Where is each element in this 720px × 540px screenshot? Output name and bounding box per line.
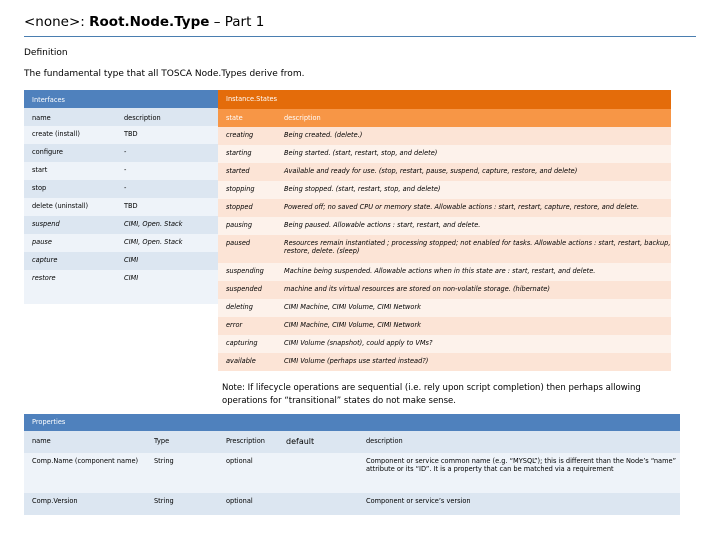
table-row xyxy=(218,235,671,263)
interface-name: delete (uninstall) xyxy=(24,198,116,216)
interface-description: CIMI xyxy=(116,270,220,288)
table-row xyxy=(218,145,671,163)
table-row xyxy=(24,126,220,144)
state-name: creating xyxy=(218,127,276,145)
property-type: String xyxy=(146,493,218,515)
table-row xyxy=(218,127,671,145)
interface-name: start xyxy=(24,162,116,180)
table-row xyxy=(218,181,671,199)
props-col-prescription: Prescription xyxy=(218,431,278,453)
table-row xyxy=(24,162,220,180)
instance-states-table xyxy=(218,90,671,371)
interfaces-title: Interfaces xyxy=(24,90,220,108)
interface-description: - xyxy=(116,180,220,198)
state-name: available xyxy=(218,353,276,371)
interface-name: capture xyxy=(24,252,116,270)
table-row xyxy=(24,493,680,515)
table-row-empty xyxy=(24,288,220,304)
state-description: machine and its virtual resources are stored on non-volatile storage. (hibernate) xyxy=(276,281,671,299)
state-name: deleting xyxy=(218,299,276,317)
table-row xyxy=(218,353,671,371)
state-name: suspending xyxy=(218,263,276,281)
property-default xyxy=(278,453,358,493)
state-description: Available and ready for use. (stop, restart, pause, suspend, capture, restore, and delete) xyxy=(276,163,671,181)
state-description: CIMI Volume (snapshot), could apply to VMs? xyxy=(276,335,671,353)
table-row xyxy=(24,252,220,270)
empty-cell xyxy=(24,288,116,304)
interfaces-col-description: description xyxy=(116,108,220,126)
state-name: stopped xyxy=(218,199,276,217)
props-col-type: Type xyxy=(146,431,218,453)
definition-heading: Definition xyxy=(24,48,68,58)
state-description: Machine being suspended. Allowable actions when in this state are : start, restart, and delete. xyxy=(276,263,671,281)
interface-name: pause xyxy=(24,234,116,252)
state-name: started xyxy=(218,163,276,181)
property-name: Comp.Version xyxy=(24,493,146,515)
state-name: suspended xyxy=(218,281,276,299)
states-col-description: description xyxy=(276,109,671,127)
interface-name: configure xyxy=(24,144,116,162)
property-name: Comp.Name (component name) xyxy=(24,453,146,493)
table-row xyxy=(24,198,220,216)
definition-text: The fundamental type that all TOSCA Node.Types derive from. xyxy=(24,69,305,79)
table-row xyxy=(218,317,671,335)
state-description: Resources remain instantiated ; processing stopped; not enabled for tasks. Allowable actions : start, restart, backup, restore, delete. (sleep) xyxy=(276,235,671,263)
state-name: starting xyxy=(218,145,276,163)
page-title xyxy=(24,14,264,30)
interface-description: CIMI, Open. Stack xyxy=(116,234,220,252)
property-description: Component or service’s version xyxy=(358,493,680,515)
interface-description: CIMI xyxy=(116,252,220,270)
interface-name: restore xyxy=(24,270,116,288)
state-description: Being started. (start, restart, stop, and delete) xyxy=(276,145,671,163)
title-prefix: <none>: xyxy=(24,14,90,30)
props-col-default: default xyxy=(278,431,358,453)
table-row xyxy=(218,199,671,217)
table-row xyxy=(24,180,220,198)
empty-cell xyxy=(116,288,220,304)
lifecycle-note: Note: If lifecycle operations are sequential (i.e. rely upon script completion) then perhaps allowing operations for “transitional” states do not make sense. xyxy=(222,383,641,406)
table-row xyxy=(24,216,220,234)
table-row xyxy=(24,453,680,493)
interface-description: - xyxy=(116,144,220,162)
interface-description: CIMI, Open. Stack xyxy=(116,216,220,234)
state-description: Being stopped. (start, restart, stop, and delete) xyxy=(276,181,671,199)
interface-description: - xyxy=(116,162,220,180)
property-description: Component or service common name (e.g. “MYSQL”); this is different than the Node’s “name” attribute or its “ID”. It is a property that can be matched via a requirement xyxy=(358,453,680,493)
state-description: Powered off; no saved CPU or memory state. Allowable actions : start, restart, capture, restore, and delete. xyxy=(276,199,671,217)
property-prescription: optional xyxy=(218,493,278,515)
state-name: error xyxy=(218,317,276,335)
table-row xyxy=(24,270,220,288)
interface-name: create (install) xyxy=(24,126,116,144)
state-name: stopping xyxy=(218,181,276,199)
interface-name: suspend xyxy=(24,216,116,234)
property-default xyxy=(278,493,358,515)
state-name: capturing xyxy=(218,335,276,353)
table-row xyxy=(218,263,671,281)
table-row xyxy=(24,234,220,252)
state-description: CIMI Machine, CIMI Volume, CIMI Network xyxy=(276,317,671,335)
title-suffix: – Part 1 xyxy=(209,14,265,30)
interfaces-table xyxy=(24,90,220,304)
title-bold: Root.Node.Type xyxy=(89,14,210,30)
properties-title: Properties xyxy=(24,414,680,431)
state-description: CIMI Volume (perhaps use started instead?) xyxy=(276,353,671,371)
table-row xyxy=(218,217,671,235)
state-name: paused xyxy=(218,235,276,263)
props-col-description: description xyxy=(358,431,680,453)
interface-name: stop xyxy=(24,180,116,198)
title-rule xyxy=(24,36,696,37)
states-col-state: state xyxy=(218,109,276,127)
state-name: pausing xyxy=(218,217,276,235)
state-description: Being paused. Allowable actions : start, restart, and delete. xyxy=(276,217,671,235)
interfaces-col-name: name xyxy=(24,108,116,126)
interface-description: TBD xyxy=(116,126,220,144)
state-description: CIMI Machine, CIMI Volume, CIMI Network xyxy=(276,299,671,317)
property-type: String xyxy=(146,453,218,493)
property-prescription: optional xyxy=(218,453,278,493)
interface-description: TBD xyxy=(116,198,220,216)
instance-states-title: Instance.States xyxy=(218,90,671,109)
state-description: Being created. (delete.) xyxy=(276,127,671,145)
properties-table xyxy=(24,414,680,515)
table-row xyxy=(218,299,671,317)
table-row xyxy=(218,163,671,181)
table-row xyxy=(24,144,220,162)
table-row xyxy=(218,335,671,353)
props-col-name: name xyxy=(24,431,146,453)
table-row xyxy=(218,281,671,299)
